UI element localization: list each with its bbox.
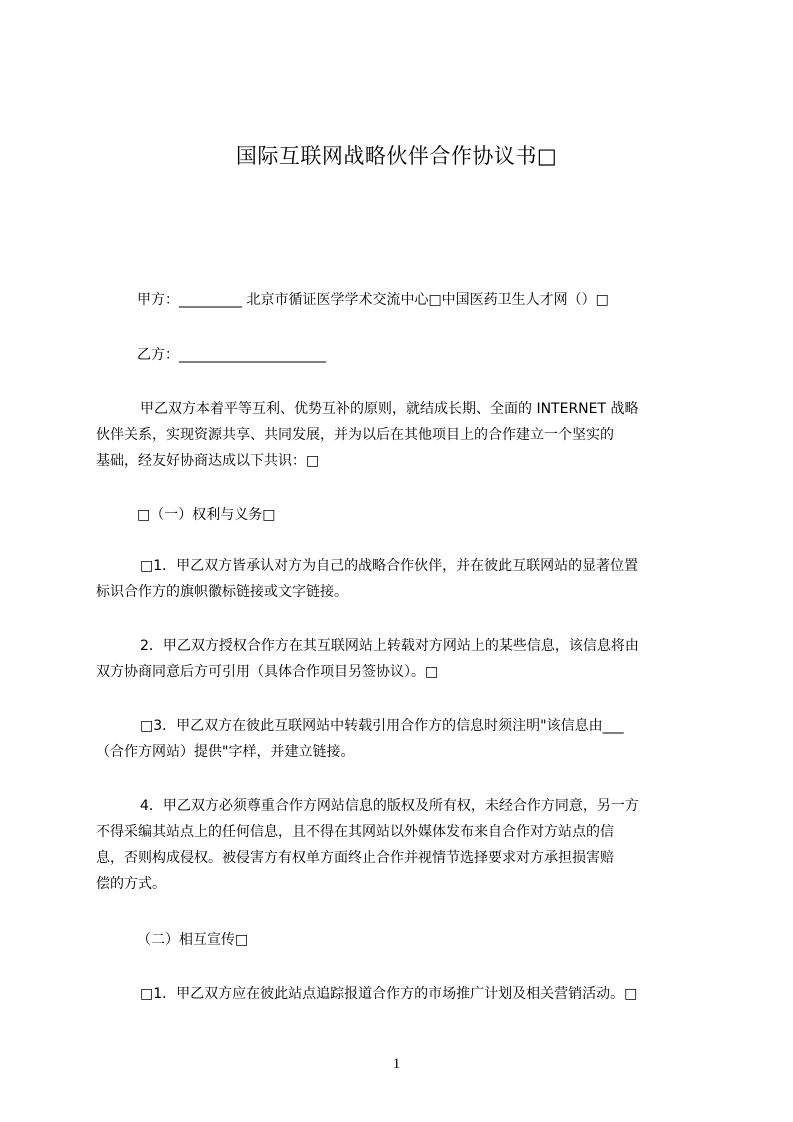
clause-2-1: □1．甲乙双方应在彼此站点追踪报道合作方的市场推广计划及相关营销活动。□ <box>140 986 638 1002</box>
clause-line: □3．甲乙双方在彼此互联网站中转载引用合作方的信息时须注明"该信息由___ <box>140 718 624 734</box>
clause-line: 不得采编其站点上的任何信息，且不得在其网站以外媒体发布来自合作对方站点的信 <box>96 824 614 840</box>
party-a-line: 甲方：_________ 北京市循证医学学术交流中心□中国医药卫生人才网（）□ <box>137 292 609 308</box>
page-number: 1 <box>392 1056 401 1072</box>
clause-line: 2．甲乙双方授权合作方在其互联网站上转载对方网站上的某些信息，该信息将由 <box>140 638 639 654</box>
section-1-heading: □（一）权利与义务□ <box>137 507 276 523</box>
intro-line: 甲乙双方本着平等互利、优势互补的原则，就结成长期、全面的 INTERNET 战略 <box>140 401 639 417</box>
clause-line: 偿的方式。 <box>96 876 166 892</box>
clause-line: （合作方网站）提供"字样，并建立链接。 <box>96 744 355 760</box>
section-2-heading: （二）相互宣传□ <box>137 932 249 948</box>
document-title: 国际互联网战略伙伴合作协议书□ <box>235 144 558 168</box>
intro-line: 伙伴关系，实现资源共享、共同发展，并为以后在其他项目上的合作建立一个坚实的 <box>96 427 614 443</box>
clause-line: 息，否则构成侵权。被侵害方有权单方面终止合作并视情节选择要求对方承担损害赔 <box>96 850 614 866</box>
clause-line: □1．甲乙双方皆承认对方为自己的战略合作伙伴，并在彼此互联网站的显著位置 <box>140 558 639 574</box>
clause-line: 标识合作方的旗帜徽标链接或文字链接。 <box>96 584 348 600</box>
clause-line: 双方协商同意后方可引用（具体合作项目另签协议）。□ <box>96 664 439 680</box>
clause-line: 4．甲乙双方必须尊重合作方网站信息的版权及所有权，未经合作方同意，另一方 <box>140 798 639 814</box>
party-b-line: 乙方：_____________________ <box>137 347 326 363</box>
intro-line: 基础，经友好协商达成以下共识：□ <box>96 453 320 469</box>
